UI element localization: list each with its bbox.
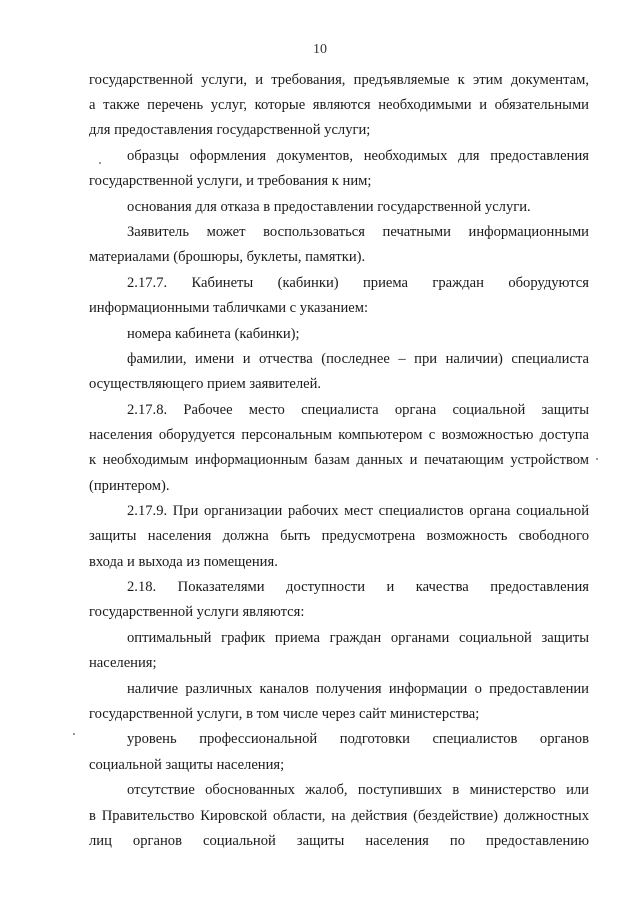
text-line: уровень профессиональной подготовки специалистов органов (127, 731, 589, 747)
scan-speck (596, 458, 598, 460)
scan-speck (73, 733, 75, 735)
text-line: информационными табличками с указанием: (89, 300, 369, 316)
text-line: 2.17.8. Рабочее место специалиста органа социальной защиты (127, 402, 589, 418)
text-line: образцы оформления документов, необходимых для предоставления (127, 148, 589, 164)
text-line: в Правительство Кировской области, на действия (бездействие) должностных (89, 808, 589, 824)
text-line: защиты населения должна быть предусмотрена возможность свободного (89, 528, 589, 544)
text-line: отсутствие обоснованных жалоб, поступивших в министерство или (127, 782, 589, 798)
text-line: населения оборудуется персональным компьютером с возможностью доступа (89, 427, 589, 443)
text-line: к необходимым информационным базам данных и печатающим устройством (89, 452, 589, 468)
text-line: номера кабинета (кабинки); (127, 326, 300, 342)
text-line: 2.17.7. Кабинеты (кабинки) приема граждан оборудуются (127, 275, 589, 291)
text-line: входа и выхода из помещения. (89, 554, 278, 570)
text-line: государственной услуги, и требования к ним; (89, 173, 372, 189)
text-line: государственной услуги, и требования, предъявляемые к этим документам, (89, 72, 589, 88)
text-line: оптимальный график приема граждан органами социальной защиты (127, 630, 589, 646)
text-line: государственной услуги являются: (89, 604, 305, 620)
text-line: а также перечень услуг, которые являются необходимыми и обязательными (89, 97, 589, 113)
text-line: для предоставления государственной услуги; (89, 122, 371, 138)
scan-speck (99, 162, 101, 164)
text-line: материалами (брошюры, буклеты, памятки). (89, 249, 366, 265)
text-line: 2.17.9. При организации рабочих мест специалистов органа социальной (127, 503, 589, 519)
text-line: фамилии, имени и отчества (последнее – при наличии) специалиста (127, 351, 589, 367)
text-line: лиц органов социальной защиты населения по предоставлению (89, 833, 589, 849)
text-line: наличие различных каналов получения информации о предоставлении (127, 681, 589, 697)
text-line: государственной услуги, в том числе через сайт министерства; (89, 706, 480, 722)
text-line: (принтером). (89, 478, 170, 494)
page-number: 10 (313, 42, 327, 57)
text-line: 2.18. Показателями доступности и качества предоставления (127, 579, 589, 595)
text-line: осуществляющего прием заявителей. (89, 376, 322, 392)
text-line: основания для отказа в предоставлении государственной услуги. (127, 199, 531, 215)
text-line: Заявитель может воспользоваться печатными информационными (127, 224, 589, 240)
text-line: населения; (89, 655, 157, 671)
text-line: социальной защиты населения; (89, 757, 285, 773)
